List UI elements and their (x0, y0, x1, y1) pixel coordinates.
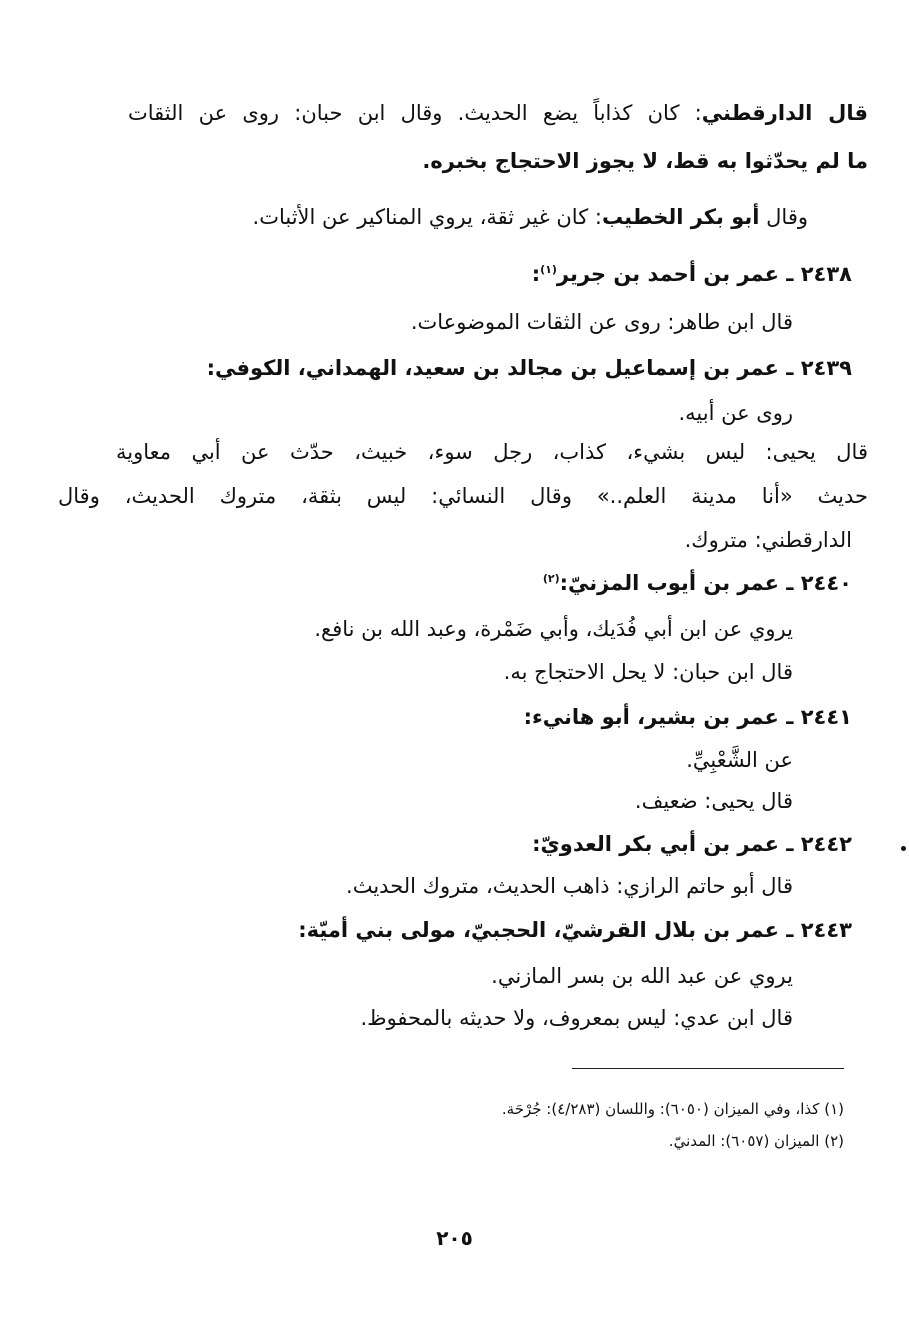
margin-dot (901, 846, 906, 851)
line-text: وقال (766, 205, 808, 229)
page-number: ٢٠٥ (436, 1226, 473, 1250)
text-line: عن الشَّعْبِيِّ. (686, 748, 793, 772)
text-line: قال ابن طاهر: روى عن الثقات الموضوعات. (410, 310, 793, 334)
text-line: يروي عن عبد الله بن بسر المازني. (491, 964, 793, 988)
speaker-name: قال الدارقطني (701, 101, 868, 125)
entry-title: ٢٤٤٠ ـ عمر بن أيوب المزنيّ (568, 571, 852, 595)
text-line (253, 202, 808, 232)
entry-heading: ٢٤٤٢ ـ عمر بن أبي بكر العدويّ: (532, 832, 852, 856)
text-line: قال ابن عدي: ليس بمعروف، ولا حديثه بالمحفوظ. (360, 1006, 793, 1030)
text-line: قال أبو حاتم الرازي: ذاهب الحديث، متروك الحديث. (346, 874, 793, 898)
text-line: حديث «أنا مدينة العلم..» وقال النسائي: ليس بثقة، متروك الحديث، وقال (58, 484, 868, 508)
text-line (128, 98, 868, 128)
footnote-marker: (١) (540, 263, 557, 276)
text-line: قال ابن حبان: لا يحل الاحتجاج به. (503, 660, 793, 684)
footnote: (٢) الميزان (٦٠٥٧): المدنيّ. (668, 1132, 844, 1150)
line-text: : كان غير ثقة، يروي المناكير عن الأثبات. (252, 205, 602, 229)
entry-colon: : (559, 571, 568, 595)
footnote-separator (572, 1068, 844, 1069)
footnote-marker: (٢) (542, 572, 560, 585)
text-line: الدارقطني: متروك. (684, 528, 852, 552)
entry-heading: ٢٤٤١ ـ عمر بن بشير، أبو هانيء: (523, 705, 852, 729)
entry-title: ٢٤٣٨ ـ عمر بن أحمد بن جرير (556, 262, 852, 286)
footnote: (١) كذا، وفي الميزان (٦٠٥٠): واللسان (٤/٢٨٣): جُرْحَة. (501, 1100, 844, 1118)
entry-colon: : (531, 262, 541, 286)
entry-heading (543, 568, 852, 598)
line-text: : كان كذاباً يضع الحديث. وقال ابن حبان: روى عن الثقات (128, 101, 702, 125)
text-line: ما لم يحدّثوا به قط، لا يجوز الاحتجاج بخبره. (422, 149, 868, 173)
text-line: قال يحيى: ليس بشيء، كذاب، رجل سوء، خبيث، حدّث عن أبي معاوية (116, 440, 868, 464)
text-line: يروي عن ابن أبي فُدَيك، وأبي ضَمْرة، وعبد الله بن نافع. (314, 617, 793, 641)
entry-heading: ٢٤٣٩ ـ عمر بن إسماعيل بن مجالد بن سعيد، الهمداني، الكوفي: (206, 356, 852, 380)
text-line: روى عن أبيه. (678, 401, 793, 425)
speaker-name: أبو بكر الخطيب (601, 205, 760, 229)
entry-heading (532, 259, 852, 289)
entry-heading: ٢٤٤٣ ـ عمر بن بلال القرشيّ، الحجبيّ، مولى بني أميّة: (298, 918, 852, 942)
text-line: قال يحيى: ضعيف. (634, 789, 793, 813)
